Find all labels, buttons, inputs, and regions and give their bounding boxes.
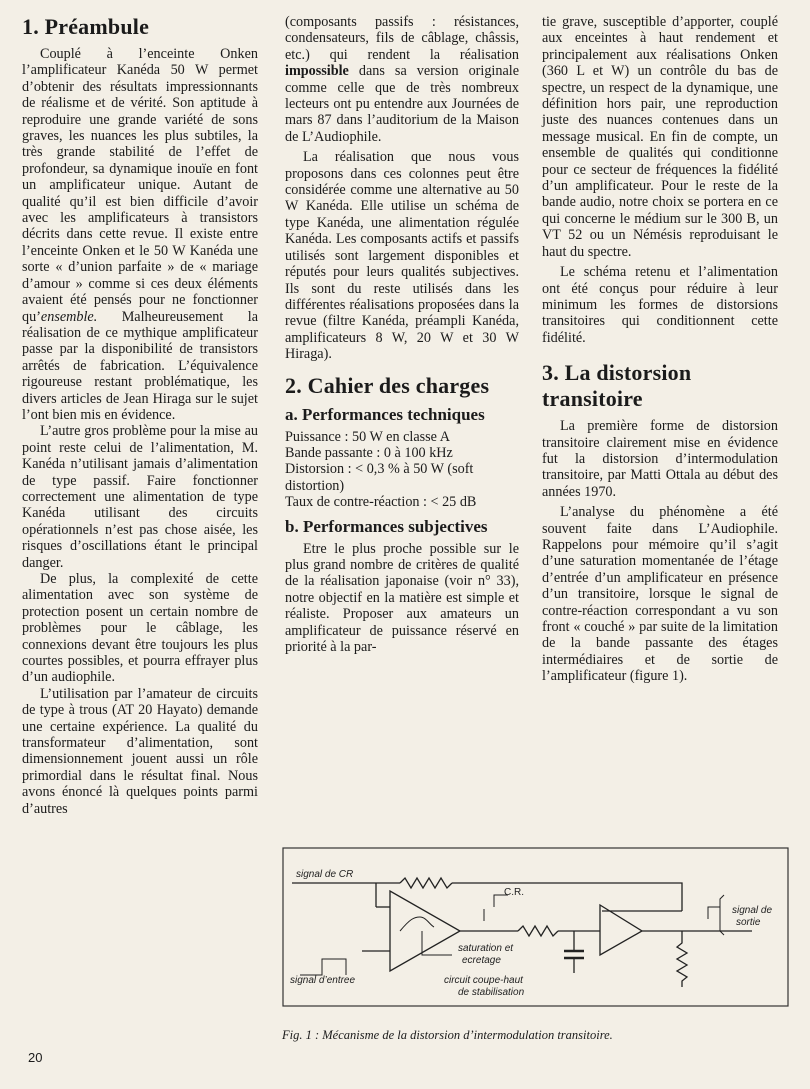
label-ecretage: ecretage bbox=[462, 955, 501, 966]
paragraph: L’utilisation par l’amateur de circuits de type à trous (AT 20 Hayato) demande une certaine expérience. La qualité du transformateur d’alimentation, sont dimensionnement jouent aussi un rôle primordial dans le résultat final. Nous avons énoncé là quelques points parmi d’autres bbox=[22, 685, 258, 817]
subheading-performances-techniques: a. Performances techniques bbox=[285, 404, 485, 424]
spec-line: Puissance : 50 W en classe A bbox=[285, 428, 450, 445]
paragraph: tie grave, susceptible d’apporter, couplé aux enceintes à haut rendement et principalement aux réalisations Onken (360 L et W) un contrôle du bas de spectre, un respect de la dynamique, une définition hors pair, une reproduction juste des nuances contenues dans un message musical. En fin de compte, un ensemble de qualités qui conditionne pour ce secteur de fréquences la fidélité d’un amplificateur. Pour le reste de la bande audio, notre choix se portera en ce qui concerne le médium sur le 300 B, un VT 52 ou un Némésis reproduisant le haut du spectre. bbox=[542, 14, 778, 260]
label-circuit-line1: circuit coupe-haut bbox=[444, 975, 523, 986]
label-cr: C.R. bbox=[504, 887, 524, 898]
strong-text: impossible bbox=[285, 63, 349, 80]
column-3 bbox=[542, 14, 778, 685]
subheading-performances-subjectives: b. Performances subjectives bbox=[285, 516, 488, 536]
feedback-line bbox=[452, 883, 682, 911]
paragraph: Couplé à l’enceinte Onken l’amplificateur Kanéda 50 W permet d’obtenir des résultats impressionnants de réalisme et de vérité. Son aptitude à reproduire une grande variété de sons graves, les nuances les plus subtiles, la très grande stabilité de l’effet de profondeur, sa dynamique inouïe en font un amplificateur unique. Autant de qualité qu’il est bien difficile d’avoir avec les amplificateurs à transistors décrits dans cette revue. Il existe entre l’enceinte Onken et le 50 W Kanéda une sorte « d’union parfaite » de « mariage d’amour » comme si ces deux éléments avaient été pensés pour ne fonctionner qu’ensemble. Malheureusement la réalisation de ce mythique amplificateur passe par la disponibilité de transistors arrêtés de fabrication. L’équivalence rigoureuse restant problématique, les divers articles de Jean Hiraga sur le sujet l’ont bien mis en évidence. bbox=[22, 46, 258, 423]
column-1 bbox=[22, 14, 258, 817]
paragraph: La première forme de distorsion transitoire clairement mise en évidence fut la distorsion d’intermodulation transitoire, par Matti Ottala au début des années 1970. bbox=[542, 418, 778, 500]
spec-line: Bande passante : 0 à 100 kHz bbox=[285, 444, 453, 461]
emphasis: ensemble. bbox=[40, 308, 98, 325]
label-signal-cr: signal de CR bbox=[296, 869, 354, 880]
paragraph: Etre le plus proche possible sur le plus grand nombre de critères de qualité de la réalisation japonaise (voir n° 33), notre objectif en la matière est simple et réaliste. Proposer aux amateurs un amplificateur de puissance réservé en priorité à la par- bbox=[285, 540, 519, 655]
section-heading-preambule: 1. Préambule bbox=[22, 14, 150, 39]
paragraph: La réalisation que nous vous proposons dans ces colonnes peut être considérée comme une alternative au 50 W Kanéda. Elle utilise un schéma de type Kanéda, une alimentation régulée Kanéda. Les composants actifs et passifs utilisés sont largement disponibles et réputés pour leurs qualités subjectives. Ils sont du reste utilisés dans les différentes réalisations proposées dans la revue (filtre Kanéda, préampli Kanéda, amplificateurs 8 W, 20 W et 30 W Hiraga). bbox=[285, 149, 519, 363]
paragraph: (composants passifs : résistances, condensateurs, fils de câblage, châssis, etc.) qui rendent la réalisation impossible dans sa version originale comme celle que de très nombreux lecteurs ont pu entendre aux Journées de mars 87 dans l’auditorium de la Maison de L’Audiophile. bbox=[285, 14, 519, 145]
paragraph: L’analyse du phénomène a été souvent faite dans L’Audiophile. Rappelons pour mémoire qu’il s’agit d’une saturation momentanée de l’étage d’entrée d’un amplificateur en présence d’un transitoire, lorsque le signal de contre-réaction correspondant a vu son front « couché » par suite de la limitation de la bande passante des étages intermédiaires et de sortie de l’amplificateur (figure 1). bbox=[542, 504, 778, 685]
stabilization-capacitor bbox=[564, 951, 584, 958]
load-resistor bbox=[677, 931, 687, 987]
paragraph: L’autre gros problème pour la mise au point reste celui de l’alimentation, M. Kanéda n’utilisant jamais d’alimentation de type passif. Faire fonctionner correctement une alimentation de type Kanéda utilisant des circuits opérationnels n’est pas chose aisée, les risques d’oscillations étant le principal danger. bbox=[22, 423, 258, 571]
figure-caption: Fig. 1 : Mécanisme de la distorsion d’intermodulation transitoire. bbox=[282, 1028, 613, 1042]
spec-line: Taux de contre-réaction : < 25 dB bbox=[285, 494, 477, 511]
spec-line: Distorsion : < 0,3 % à 50 W (soft distortion) bbox=[285, 461, 474, 494]
label-output-line1: signal de bbox=[732, 905, 773, 916]
column-2 bbox=[285, 14, 519, 655]
feedback-resistor bbox=[400, 878, 452, 888]
figure-1-diagram bbox=[282, 847, 789, 1007]
opamp-output-stage bbox=[600, 905, 642, 955]
section-heading-cahier: 2. Cahier des charges bbox=[285, 372, 490, 398]
label-input-signal: signal d’entree bbox=[290, 975, 356, 986]
section-heading-distorsion: 3. La distorsion transitoire bbox=[542, 360, 692, 412]
stabilization-resistor bbox=[518, 926, 558, 936]
paragraph: De plus, la complexité de cette alimentation avec son système de protection posent un certain nombre de problèmes pour le câblage, les connexions devant être toujours les plus courtes possibles, et pourra effrayer plus d’un audiophile. bbox=[22, 571, 258, 686]
label-saturation: saturation et bbox=[458, 943, 514, 954]
label-circuit-line2: de stabilisation bbox=[458, 987, 525, 998]
input-waveform bbox=[300, 959, 346, 975]
paragraph: Le schéma retenu et l’alimentation ont été conçus pour réduire à leur minimum les formes de distorsions transitoires qui conditionnent cette fidélité. bbox=[542, 264, 778, 346]
label-output-line2: sortie bbox=[736, 917, 761, 928]
page-number: 20 bbox=[28, 1050, 43, 1065]
